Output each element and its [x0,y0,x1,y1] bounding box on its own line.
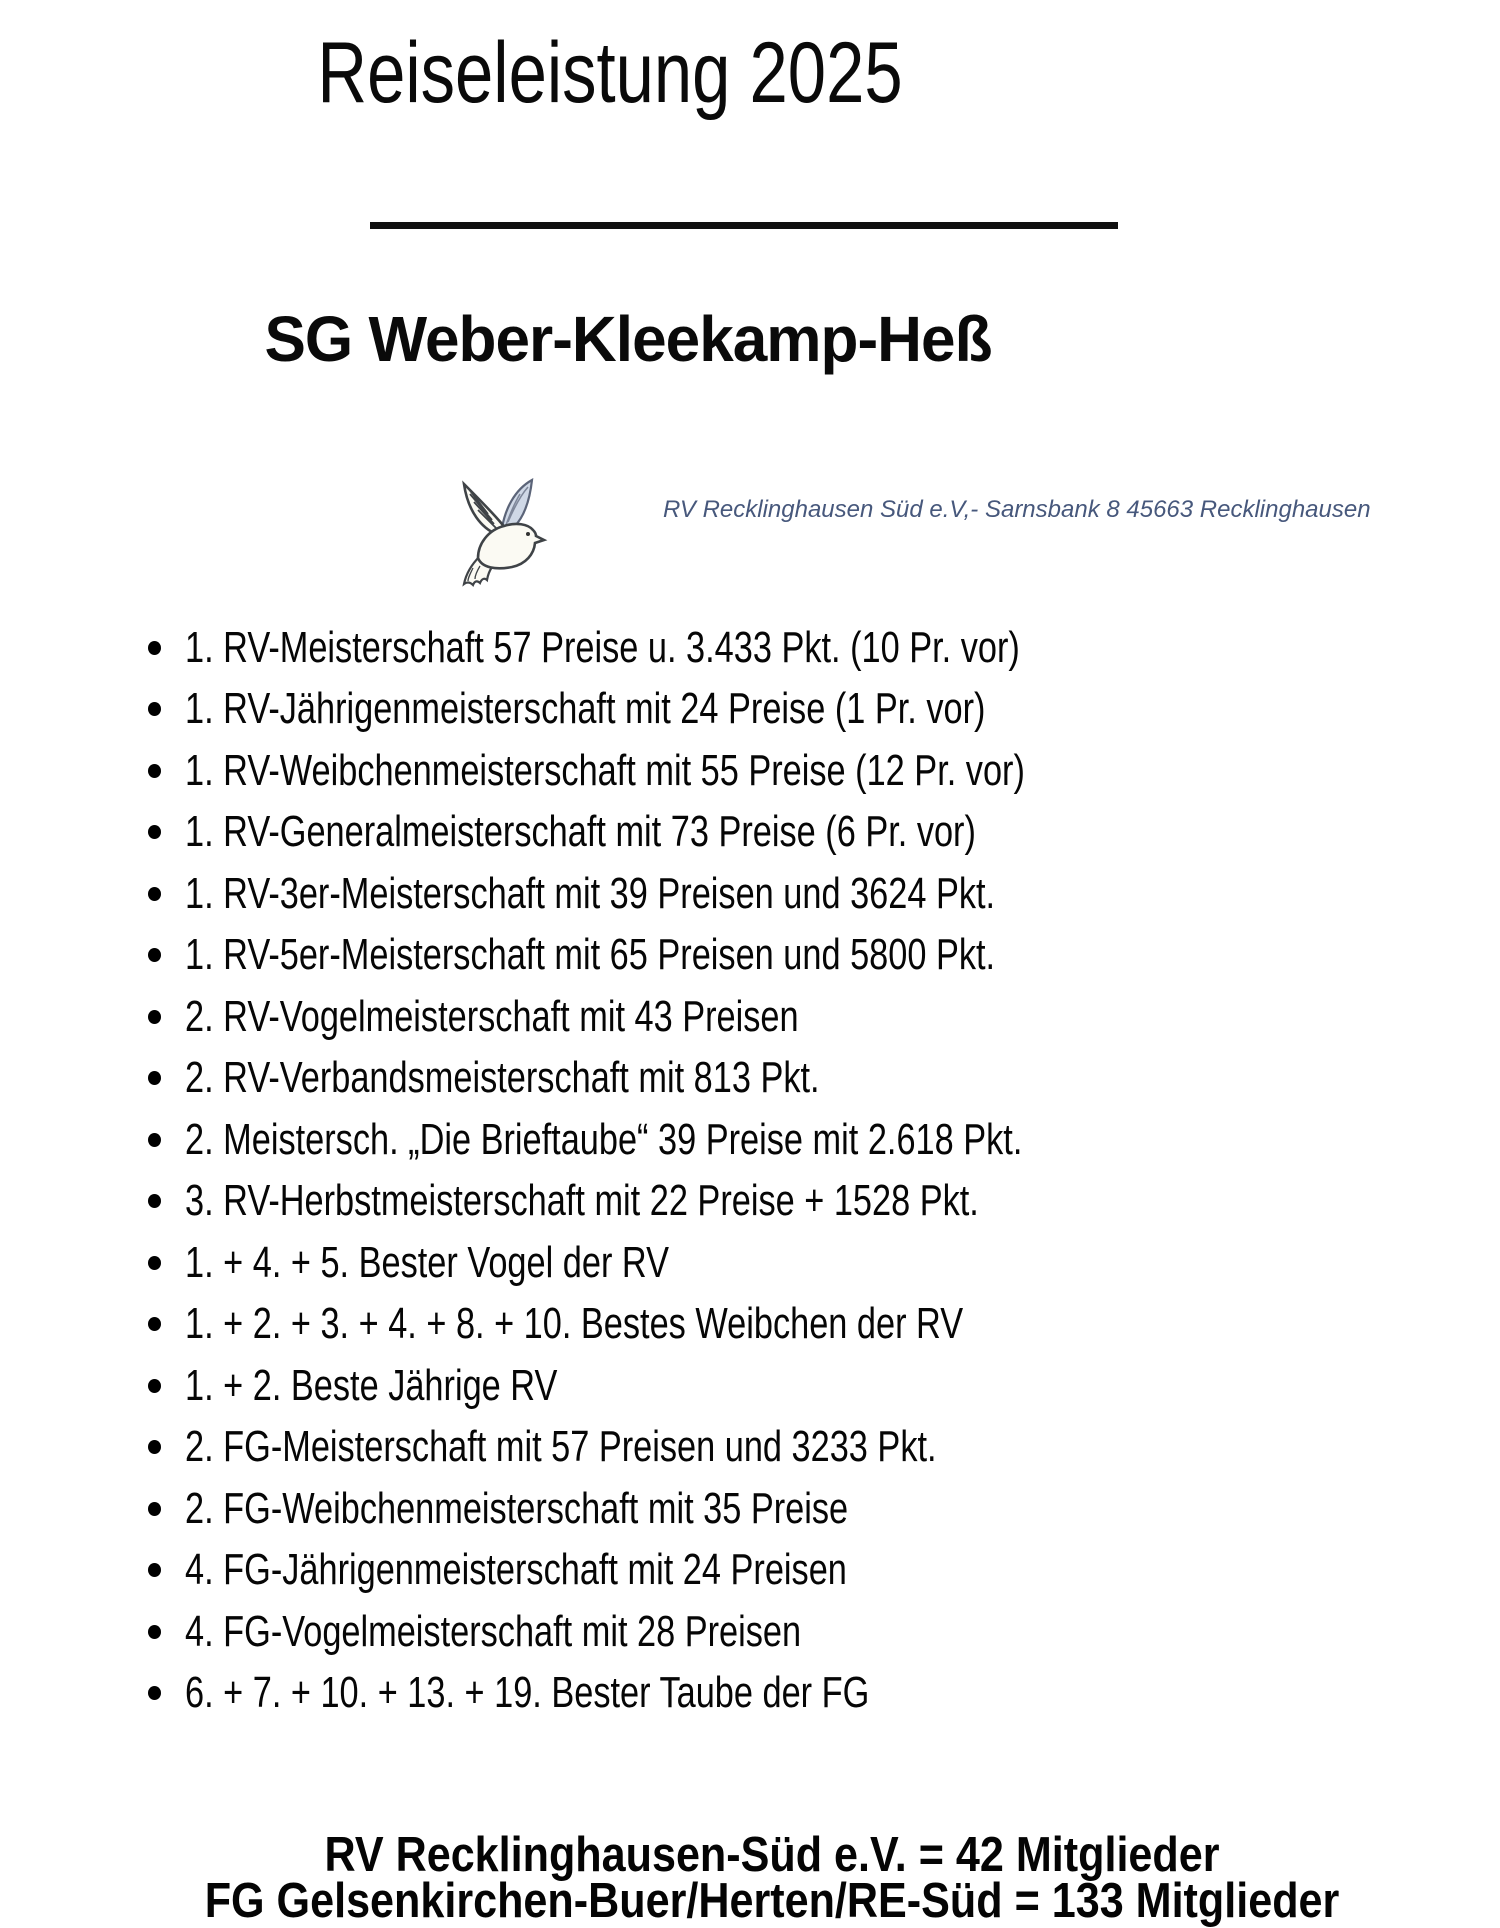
achievement-list [185,617,1262,1724]
list-item-text: 3. RV-Herbstmeisterschaft mit 22 Preise + 1528 Pkt. [185,1176,979,1226]
list-item-text: 1. RV-3er-Meisterschaft mit 39 Preisen und 3624 Pkt. [185,868,996,918]
list-item [185,925,1262,987]
page-title: Reiseleistung 2025 [317,25,903,121]
list-item-text: 2. FG-Meisterschaft mit 57 Preisen und 3233 Pkt. [185,1422,937,1472]
list-item-text: 1. + 2. Beste Jährige RV [185,1360,558,1410]
list-item-text: 1. RV-Meisterschaft 57 Preise u. 3.433 Pkt. (10 Pr. vor) [185,622,1020,672]
list-item [185,1355,1262,1417]
list-item-text: 1. RV-Weibchenmeisterschaft mit 55 Preise (12 Pr. vor) [185,745,1025,795]
list-item-text: 2. RV-Verbandsmeisterschaft mit 813 Pkt. [185,1053,820,1103]
footer-membership-rv: RV Recklinghausen-Süd e.V. = 42 Mitglieder [324,1828,1220,1882]
list-item-text: 2. Meistersch. „Die Brieftaube“ 39 Preise mit 2.618 Pkt. [185,1114,1023,1164]
list-item [185,986,1262,1048]
list-item [185,1540,1262,1602]
list-item-text: 2. RV-Vogelmeisterschaft mit 43 Preisen [185,991,799,1041]
list-item-text: 1. + 4. + 5. Bester Vogel der RV [185,1237,669,1287]
list-item-text: 4. FG-Vogelmeisterschaft mit 28 Preisen [185,1606,802,1656]
list-item-text: 1. + 2. + 3. + 4. + 8. + 10. Bestes Weibchen der RV [185,1299,964,1349]
list-item [185,679,1262,741]
list-item [185,740,1262,802]
dove-icon [440,472,560,594]
page-subtitle: SG Weber-Kleekamp-Heß [264,303,992,375]
list-item [185,1171,1262,1233]
list-item [185,1048,1262,1110]
list-item [185,1417,1262,1479]
list-item-text: 1. RV-Jährigenmeisterschaft mit 24 Preise (1 Pr. vor) [185,684,986,734]
list-item [185,1601,1262,1663]
footer-membership-fg: FG Gelsenkirchen-Buer/Herten/RE-Süd = 133 Mitglieder [204,1874,1340,1928]
list-item-text: 2. FG-Weibchenmeisterschaft mit 35 Preise [185,1483,849,1533]
list-item-text: 4. FG-Jährigenmeisterschaft mit 24 Preisen [185,1545,847,1595]
list-item-text: 1. RV-Generalmeisterschaft mit 73 Preise (6 Pr. vor) [185,807,976,857]
list-item [185,617,1262,679]
list-item [185,863,1262,925]
title-divider [370,222,1118,229]
list-item [185,1294,1262,1356]
list-item [185,1109,1262,1171]
list-item [185,1663,1262,1725]
list-item-text: 6. + 7. + 10. + 13. + 19. Bester Taube der FG [185,1668,870,1718]
list-item [185,1478,1262,1540]
list-item-text: 1. RV-5er-Meisterschaft mit 65 Preisen und 5800 Pkt. [185,930,996,980]
list-item [185,1232,1262,1294]
list-item [185,802,1262,864]
org-address-line: RV Recklinghausen Süd e.V,- Sarnsbank 8 45663 Recklinghausen [663,496,1371,523]
